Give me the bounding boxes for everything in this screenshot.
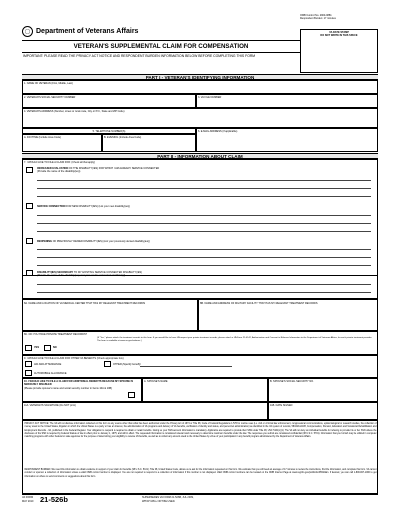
veteran-name-label: 1. NAME OF VETERAN (First, Middle, Last) — [24, 82, 73, 85]
form-title: VETERAN'S SUPPLEMENTAL CLAIM FOR COMPENSATION — [73, 43, 249, 50]
spouse-ssn-field[interactable] — [268, 378, 378, 402]
spouse-disabled-label: 10. I WOULD LIKE TO FILE A CLAIM FOR ADDITIONAL BENEFITS BECAUSE MY SPOUSE IS SERIOUSLY DISABLED — [24, 380, 134, 386]
other-note: (Specify benefit) — [122, 363, 141, 366]
part2-title: PART II - INFORMATION ABOUT CLAIM — [22, 153, 378, 159]
daytime-phone-field[interactable] — [22, 134, 102, 152]
stamp-note: DO NOT WRITE IN THIS SPACE — [320, 34, 358, 37]
aid-attendance-checkbox[interactable] — [25, 361, 32, 367]
private-records-no-checkbox[interactable] — [44, 345, 51, 351]
secondary-disability-section — [22, 276, 378, 299]
va-medical-center-field[interactable] — [22, 299, 198, 331]
spouse-name-field[interactable] — [142, 378, 268, 402]
telephone-label: 5. TELEPHONE NUMBER(S) — [92, 130, 126, 133]
privacy-act-notice: PRIVACY ACT NOTICE: The VA will not disclose information collected on this form to any source other than what has been authorized under the Privacy Act of 1974 or Title 38, Code of Federal Regulations 1.576 for routine uses (i.e. civil or criminal law enforcement, congressional communications, epidemiological or research studies, the collection of money owed to the United States, litigation in which the United States is a party or has an interest, the administration of VA programs and delivery of VA benefits, verification of identity and status, and personnel administration) as identified in the VA system of records, 58VA21/22/28, Compensation, Pension, Education and Vocational Rehabilitation and Employment Records - VA, published in the Federal Register. Your obligation to respond is required to obtain or retain benefits. Giving us your SSN account information is mandatory. Applicants are required to provide their SSN under Title 38, USC 5101(c)(1). The VA will not deny an individual benefits for refusing to provide his or her SSN unless the disclosure of the SSN is required by Federal Statute of law in effect prior to January 1, 1975, and still in effect. The requested information is considered relevant and necessary to determine maximum benefits under the law. The responses you submit are considered confidential (38 U.S.C. 5701). Information that you furnish may be utilized in computer matching programs with other Federal or state agencies for the purpose of determining your eligibility to receive VA benefits, as well as to collect any amount owed to the United States by virtue of your participation in any benefit program administered by the Department of Veterans Affairs. — [24, 423, 377, 438]
spouse-disabled-section — [22, 378, 142, 402]
private-records-label: 8C. DO YOU HAVE PRIVATE TREATMENT RECORDS? — [24, 333, 88, 336]
respondent-burden: Respondent Burden: 17 minutes — [300, 17, 336, 20]
increased-evaluation-text — [37, 167, 367, 170]
date-signed-label: 11B. DATE SIGNED — [270, 404, 293, 407]
form-date: MAY 2010 — [22, 500, 34, 503]
other-benefit-label — [113, 363, 141, 366]
email-field[interactable] — [196, 128, 378, 152]
daytime-phone-label: A. DAYTIME (Include Area Code) — [24, 135, 61, 139]
omb-control — [300, 14, 378, 20]
supersedes-line2: WHICH WILL NOT BE USED. — [142, 500, 176, 503]
spouse-disabled-checkbox[interactable] — [128, 392, 135, 398]
notices-section — [22, 420, 378, 494]
va-file-number-field[interactable] — [196, 94, 378, 108]
service-connection-text — [37, 205, 367, 208]
veteran-signature-label: 11A. VETERAN'S SIGNATURE (Do NOT print) — [24, 404, 76, 407]
service-connection-desc: FOR NEW DISABILITY(IES) (List your new disability(ies)) — [66, 205, 131, 208]
veteran-signature-field[interactable] — [22, 402, 268, 420]
aid-attendance-label: AID AND ATTENDANCE — [34, 363, 62, 366]
private-records-yes-checkbox[interactable] — [25, 345, 32, 351]
yes-label: YES — [34, 346, 40, 349]
increased-evaluation-title: INCREASED EVALUATION — [37, 167, 69, 170]
va-file-number-label: 3. VA FILE NUMBER — [198, 96, 222, 99]
reopening-text — [37, 240, 367, 243]
spouse-ssn-label: B. SPOUSE'S SOCIAL SECURITY NO. — [270, 380, 314, 383]
important-notice: IMPORTANT: PLEASE READ THE PRIVACY ACT NOTICE AND RESPONDENT BURDEN INFORMATION BELOW BEFORE COMPLETING THIS FORM — [23, 54, 256, 58]
secondary-disability-sub: (Provide the name of the disability(ies) and your service connected condition(s)) — [37, 274, 126, 277]
va-date-stamp-box — [300, 29, 378, 73]
no-label: NO — [53, 346, 57, 349]
agency-name: Department of Veterans Affairs — [36, 28, 139, 35]
secondary-disability-title: DISABILITY(IES) SECONDARY — [37, 271, 74, 274]
veteran-ssn-field[interactable] — [22, 94, 196, 108]
omb-number: OMB Control No. 2900-0881 — [300, 14, 332, 17]
form-number: 21-526b — [40, 495, 68, 504]
automobile-allowance-checkbox[interactable] — [25, 370, 32, 376]
reopening-checkbox[interactable] — [26, 238, 33, 244]
automobile-allowance-label: AUTOMOBILE ALLOWANCE — [34, 372, 67, 375]
date-signed-field[interactable] — [268, 402, 378, 420]
spouse-disabled-note: (Please provide spouse's name and social security number in Items 10A & 10B) — [24, 387, 113, 390]
veteran-address-field[interactable] — [22, 108, 378, 128]
part1-title: PART I - VETERAN'S IDENTIFYING INFORMATION — [22, 74, 378, 80]
claim-type-section — [22, 159, 378, 276]
va-form-label: VA FORM — [22, 496, 34, 499]
spouse-name-label: A. SPOUSE'S NAME — [144, 380, 168, 383]
secondary-disability-desc: TO MY EXISTING SERVICE CONNECTED DISABILITY(IES) — [73, 271, 143, 274]
va-medical-center-label: 8A. NAME AND LOCATION OF VA MEDICAL CENTER THAT HAS MY RELEVANT TREATMENT RECORDS — [24, 302, 146, 305]
other-benefit-checkbox[interactable] — [104, 361, 111, 367]
evening-phone-field[interactable] — [102, 134, 196, 152]
respondent-burden-notice: RESPONDENT BURDEN: We need this information to obtain evidence in support of your claim for benefits (38 U.S.C. 5101). Title 38, United States Code, allows us to ask for the information requested on this form. We estimate that you will need an average of 17 minutes to review the instructions, find the information, and complete this form. VA cannot conduct or sponsor a collection of information unless a valid OMB control number is displayed. You are not required to respond to a collection of information if this number is not displayed. Valid OMB control numbers can be located on the OMB Internet Page at www.reginfo.gov/public/do/PRAMain. If desired, you can call 1-800-827-1000 to get information on where to send comments or suggestions about this form. — [24, 469, 377, 478]
secondary-disability-checkbox[interactable] — [26, 270, 33, 276]
va-seal-icon — [22, 26, 33, 37]
veteran-address-label: 4. VETERAN'S ADDRESS (Number, street or rural route, City or P.O., State and ZIP Code) — [24, 110, 125, 113]
veteran-name-field[interactable] — [22, 80, 378, 94]
stamp-label: VA DATE STAMP — [329, 31, 349, 34]
service-connection-checkbox[interactable] — [26, 203, 33, 209]
veteran-ssn-label: 2. VETERAN'S SOCIAL SECURITY NUMBER — [24, 96, 76, 99]
reopening-title: REOPENING — [37, 240, 53, 243]
increased-evaluation-sub: (Provide the name of the disability(ies)) — [37, 170, 81, 173]
increased-evaluation-checkbox[interactable] — [26, 167, 33, 173]
military-facility-label: 8B. NAME AND ADDRESS OF MILITARY FACILITY THAT HAS MY RELEVANT TREATMENT RECORDS — [200, 302, 318, 305]
other-label: OTHER — [113, 363, 122, 366]
private-records-note: (If "Yes," please attach the treatment records to this form. If you would like to have VA request your private treatment records, please attach a VA Form 21-4142, Authorization and Consent to Release Information to the Department of Veterans Affairs, for each private treatment provider. The form is available at www.va.gov/vaforms.) — [97, 337, 372, 342]
email-label: 6. E-MAIL ADDRESS (If applicable) — [198, 130, 238, 133]
increased-evaluation-desc: OF THE DISABILITY(IES) FOR WHICH I AM ALREADY SERVICE CONNECTED — [69, 167, 160, 170]
private-records-section — [22, 331, 378, 355]
claim-type-label: 7. I WOULD LIKE TO FILE A CLAIM FOR: (Check all that apply) — [24, 161, 95, 164]
reopening-desc: OF PREVIOUSLY DENIED DISABILITY(IES) (List your previously denied disability(ies)) — [52, 240, 150, 243]
supersedes-line1: SUPERSEDES VA FORM 21-526B, JUL 2009, — [142, 496, 194, 499]
other-benefits-label: 9. I WOULD LIKE TO FILE A CLAIM FOR OTHER VA BENEFITS (Check appropriate box) — [24, 357, 124, 360]
military-facility-field[interactable] — [198, 299, 378, 331]
service-connection-title: SERVICE CONNECTION — [37, 205, 66, 208]
evening-phone-label: B. EVENING (Include Area Code) — [104, 135, 142, 139]
